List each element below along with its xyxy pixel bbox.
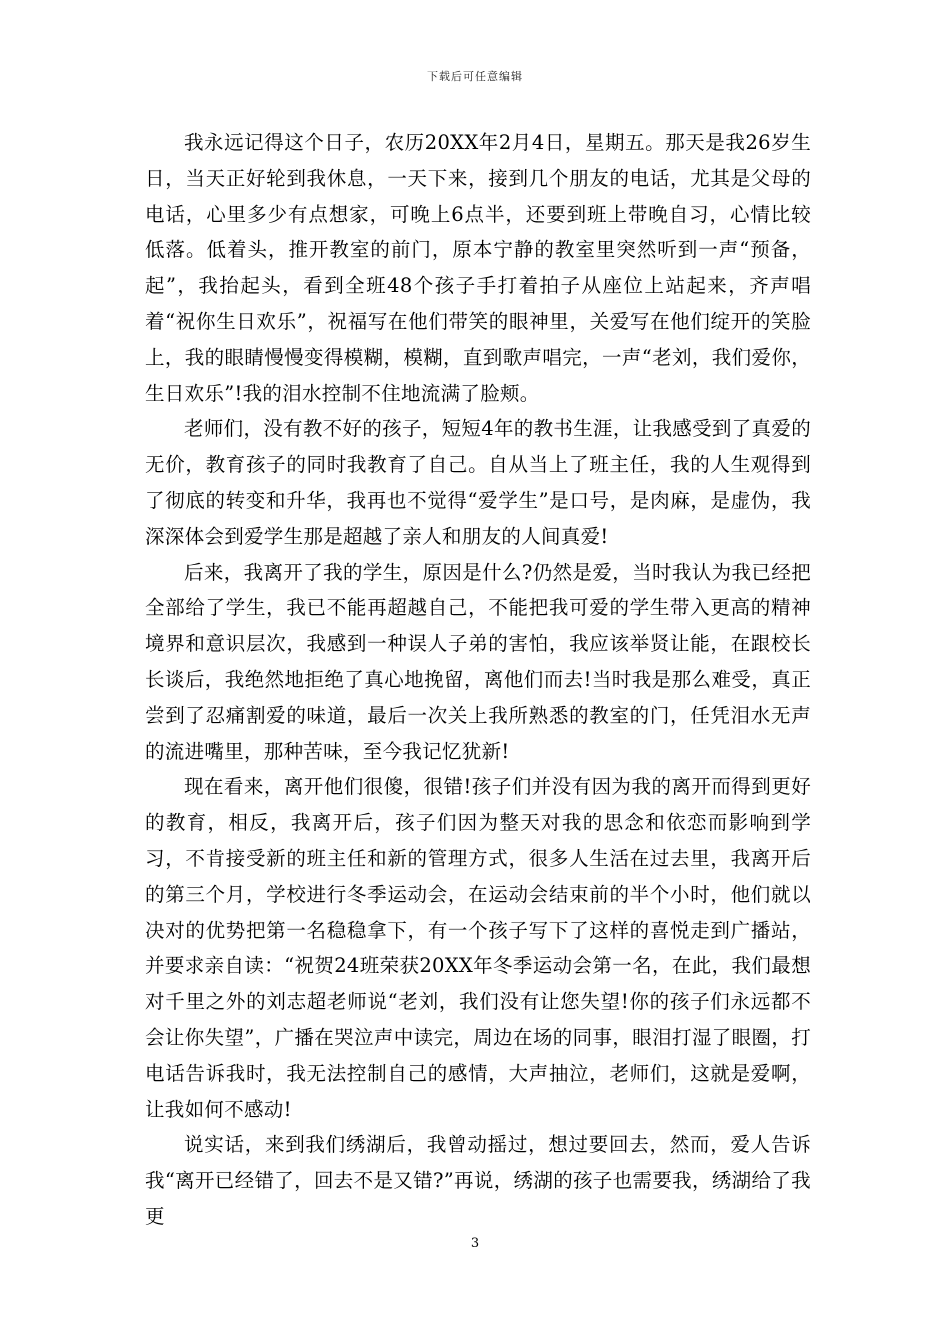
- paragraph-5: 说实话，来到我们绣湖后，我曾动摇过，想过要回去，然而，爱人告诉我“离开已经错了，回去不是又错?”再说，绣湖的孩子也需要我，绣湖给了我更: [145, 1133, 811, 1228]
- page-header: 下载后可任意编辑: [427, 70, 523, 83]
- paragraph-1: 我永远记得这个日子，农历20XX年2月4日，星期五。那天是我26岁生日，当天正好轮到我休息，一天下来，接到几个朋友的电话，尤其是父母的电话，心里多少有点想家，可晚上6点半，还要到班上带晚自习，心情比较低落。低着头，推开教室的前门，原本宁静的教室里突然听到一声“预备，起”，我抬起头，看到全班48个孩子手打着拍子从座位上站起来，齐声唱着“祝你生日欢乐”，祝福写在他们带笑的眼神里，关爱写在他们绽开的笑脸上，我的眼睛慢慢变得模糊，模糊，直到歌声唱完，一声“老刘，我们爱你，生日欢乐”!我的泪水控制不住地流满了脸颊。: [145, 131, 811, 405]
- page-number: 3: [470, 1236, 480, 1251]
- paragraph-4: 现在看来，离开他们很傻，很错!孩子们并没有因为我的离开而得到更好的教育，相反，我离开后，孩子们因为整天对我的思念和依恋而影响到学习，不肯接受新的班主任和新的管理方式，很多人生活在过去里，我离开后的第三个月，学校进行冬季运动会，在运动会结束前的半个小时，他们就以决对的优势把第一名稳稳拿下，有一个孩子写下了这样的喜悦走到广播站，并要求亲自读：“祝贺24班荣获20XX年冬季运动会第一名，在此，我们最想对千里之外的刘志超老师说“老刘，我们没有让您失望!你的孩子们永远都不会让你失望”，广播在哭泣声中读完，周边在场的同事，眼泪打湿了眼圈，打电话告诉我时，我无法控制自己的感情，大声抽泣，老师们，这就是爱啊，让我如何不感动!: [145, 775, 811, 1121]
- document-body: [145, 125, 811, 1235]
- paragraph-2: 老师们，没有教不好的孩子，短短4年的教书生涯，让我感受到了真爱的无价，教育孩子的同时我教育了自己。自从当上了班主任，我的人生观得到了彻底的转变和升华，我再也不觉得“爱学生”是口号，是肉麻，是虚伪，我深深体会到爱学生那是超越了亲人和朋友的人间真爱!: [145, 417, 811, 548]
- paragraph-3: 后来，我离开了我的学生，原因是什么?仍然是爱，当时我认为我已经把全部给了学生，我已不能再超越自己，不能把我可爱的学生带入更高的精神境界和意识层次，我感到一种误人子弟的害怕，我应该举贤让能，在跟校长长谈后，我绝然地拒绝了真心地挽留，离他们而去!当时我是那么难受，真正尝到了忍痛割爱的味道，最后一次关上我所熟悉的教室的门，任凭泪水无声的流进嘴里，那种苦味，至今我记忆犹新!: [145, 560, 811, 763]
